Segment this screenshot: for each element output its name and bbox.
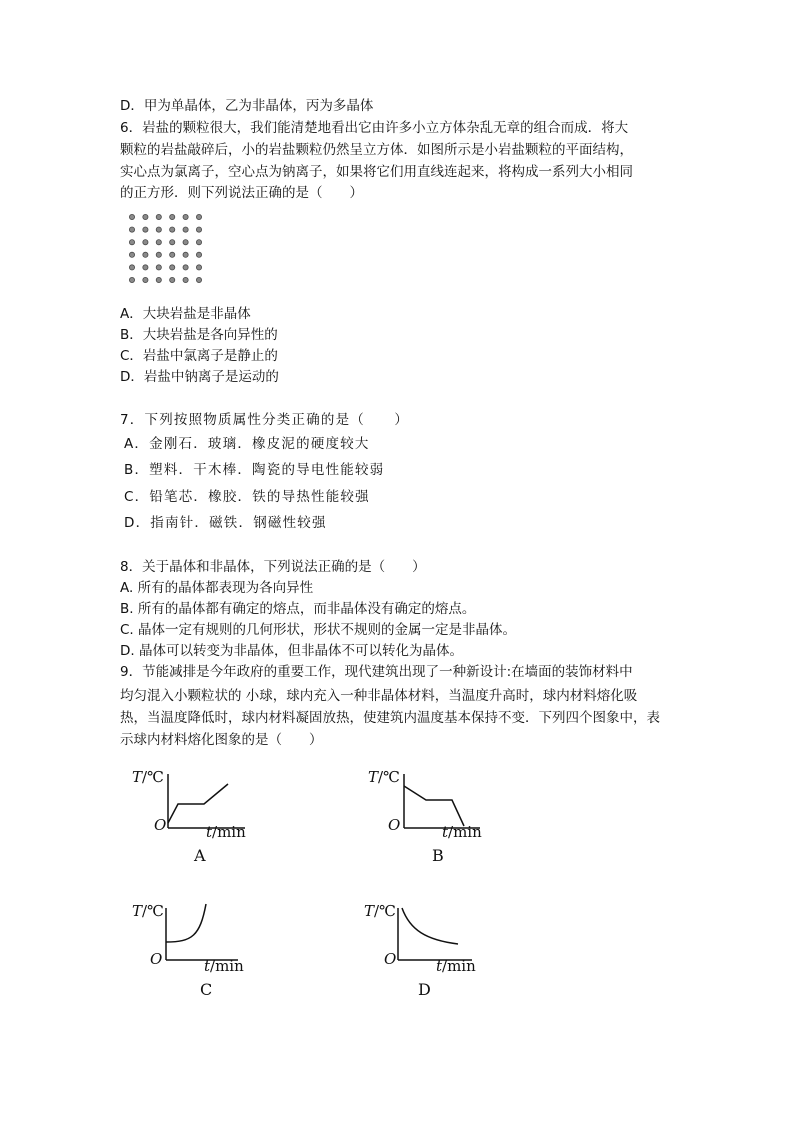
origin-label: O xyxy=(154,816,167,834)
graph-caption: B xyxy=(432,846,444,865)
q9-line-2: 均匀混入小颗粒状的 小球，球内充入一种非晶体材料，当温度升高时，球内材料熔化吸 xyxy=(120,688,638,704)
q9-line-4: 示球内材料熔化图象的是（ ） xyxy=(120,732,323,748)
q5-option-d: D．甲为单晶体，乙为非晶体，丙为多晶体 xyxy=(120,98,374,114)
origin-label: O xyxy=(384,950,397,968)
q8-option-a: A. 所有的晶体都表现为各向异性 xyxy=(120,580,314,596)
graph-caption: D xyxy=(418,980,431,999)
lattice-ion xyxy=(156,240,161,245)
x-axis-label: t/min xyxy=(206,823,246,841)
x-axis-label: t/min xyxy=(436,957,476,975)
lattice-ion xyxy=(170,240,175,245)
q7-option-b: B．塑料．干木棒．陶瓷的导电性能较弱 xyxy=(124,462,385,478)
lattice-ion xyxy=(183,277,188,282)
y-axis-label: T/℃ xyxy=(368,768,400,786)
graph-d xyxy=(360,902,490,997)
lattice-ion xyxy=(143,277,148,282)
graph-a xyxy=(130,768,260,863)
lattice-ion xyxy=(183,265,188,270)
lattice-ion xyxy=(143,214,148,219)
q6-line-4: 的正方形．则下列说法正确的是（ ） xyxy=(120,185,363,201)
x-axis-label: t/min xyxy=(204,957,244,975)
lattice-ion xyxy=(129,277,134,282)
lattice-ion xyxy=(156,265,161,270)
lattice-ion xyxy=(170,252,175,257)
q8-option-c: C. 晶体一定有规则的几何形状，形状不规则的金属一定是非晶体。 xyxy=(120,622,517,638)
lattice-ion xyxy=(196,265,201,270)
q9-line-3: 热，当温度降低时，球内材料凝固放热，使建筑内温度基本保持不变．下列四个图象中，表 xyxy=(120,710,660,726)
lattice-ion xyxy=(143,265,148,270)
temperature-curve xyxy=(168,784,228,823)
graph-c xyxy=(130,902,260,997)
q8-option-d: D. 晶体可以转变为非晶体，但非晶体不可以转化为晶体。 xyxy=(120,643,463,659)
lattice-ion xyxy=(170,265,175,270)
q7-stem: 7．下列按照物质属性分类正确的是（ ） xyxy=(120,412,410,428)
lattice-ion xyxy=(170,227,175,232)
lattice-ion xyxy=(129,227,134,232)
lattice-ion xyxy=(170,214,175,219)
lattice-ion xyxy=(183,252,188,257)
lattice-ion xyxy=(156,252,161,257)
q6-line-2: 颗粒的岩盐敲碎后，小的岩盐颗粒仍然呈立方体．如图所示是小岩盐颗粒的平面结构， xyxy=(120,142,633,158)
lattice-ion xyxy=(196,227,201,232)
lattice-ion xyxy=(183,214,188,219)
temperature-curve xyxy=(166,904,206,942)
lattice-ion xyxy=(143,240,148,245)
lattice-ion xyxy=(156,214,161,219)
y-axis-label: T/℃ xyxy=(132,902,164,920)
lattice-ion xyxy=(129,252,134,257)
q6-line-1: 6．岩盐的颗粒很大，我们能清楚地看出它由许多小立方体杂乱无章的组合而成．将大 xyxy=(120,120,629,136)
q7-option-c: C．铅笔芯．橡胶．铁的导热性能较强 xyxy=(124,489,370,505)
q6-option-a: A．大块岩盐是非晶体 xyxy=(120,306,251,322)
q7-option-d: D．指南针．磁铁．钢磁性较强 xyxy=(124,515,327,531)
graph-b xyxy=(368,768,498,863)
lattice-ion xyxy=(196,277,201,282)
lattice-ion xyxy=(196,214,201,219)
lattice-ion xyxy=(129,214,134,219)
q9-line-1: 9．节能减排是今年政府的重要工作，现代建筑出现了一种新设计:在墙面的装饰材料中 xyxy=(120,664,633,680)
q7-option-a: A．金刚石．玻璃．橡皮泥的硬度较大 xyxy=(124,436,370,452)
lattice-ion xyxy=(129,240,134,245)
q6-option-d: D．岩盐中钠离子是运动的 xyxy=(120,369,279,385)
lattice-ion xyxy=(129,265,134,270)
q6-line-3: 实心点为氯离子，空心点为钠离子，如果将它们用直线连起来，将构成一系列大小相同 xyxy=(120,164,633,180)
lattice-ion xyxy=(156,227,161,232)
lattice-ion xyxy=(170,277,175,282)
origin-label: O xyxy=(388,816,401,834)
rock-salt-lattice-figure xyxy=(128,213,208,285)
origin-label: O xyxy=(150,950,163,968)
q8-stem: 8．关于晶体和非晶体，下列说法正确的是（ ） xyxy=(120,559,426,575)
lattice-ion xyxy=(143,252,148,257)
lattice-ion xyxy=(196,252,201,257)
temperature-curve xyxy=(402,908,458,944)
lattice-ion xyxy=(156,277,161,282)
graph-caption: C xyxy=(200,980,213,999)
graph-caption: A xyxy=(194,846,206,865)
q8-option-b: B. 所有的晶体都有确定的熔点，而非晶体没有确定的熔点。 xyxy=(120,601,476,617)
q6-option-c: C．岩盐中氯离子是静止的 xyxy=(120,348,278,364)
y-axis-label: T/℃ xyxy=(364,902,396,920)
x-axis-label: t/min xyxy=(442,823,482,841)
lattice-ion xyxy=(183,240,188,245)
q6-option-b: B．大块岩盐是各向异性的 xyxy=(120,327,278,343)
lattice-ion xyxy=(183,227,188,232)
lattice-ion xyxy=(143,227,148,232)
y-axis-label: T/℃ xyxy=(132,768,164,786)
lattice-ion xyxy=(196,240,201,245)
temperature-curve xyxy=(404,786,464,826)
